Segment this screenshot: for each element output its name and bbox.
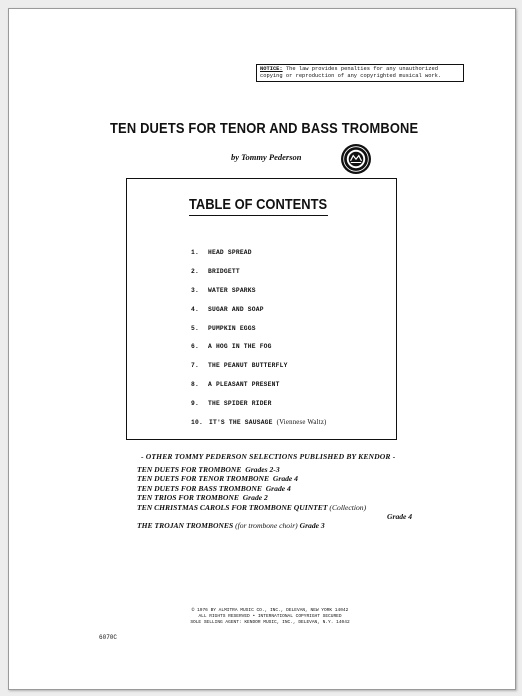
other-selection-title: TEN CHRISTMAS CAROLS FOR TROMBONE QUINTET	[137, 502, 328, 512]
other-selection-item	[137, 484, 412, 493]
notice-line-1	[260, 66, 460, 73]
other-selection-title: TEN DUETS FOR TENOR TROMBONE	[137, 474, 270, 484]
toc-item-title: THE SPIDER RIDER	[207, 400, 272, 408]
toc-item-number: 10.	[191, 419, 203, 427]
copyright-line-1: © 1976 BY ALMITRA MUSIC CO., INC., DELEVAN, NEW YORK 14042	[191, 608, 349, 613]
toc-item	[191, 325, 327, 344]
toc-item	[191, 381, 327, 400]
toc-item-note: (Viennese Waltz)	[276, 419, 327, 427]
other-selection-description: (Collection)	[329, 502, 367, 512]
publisher-logo-icon	[340, 143, 372, 175]
other-selection-grade: Grade 4	[272, 474, 298, 484]
other-selection-grade: Grades 2-3	[245, 465, 280, 474]
toc-item-number: 7.	[191, 362, 199, 370]
copyright-notice-box	[256, 64, 464, 82]
toc-item-number: 4.	[191, 305, 199, 313]
other-selection-grade: Grade 4	[387, 512, 413, 522]
catalog-number: 6070C	[99, 634, 118, 641]
other-selection-description: (for trombone choir)	[235, 521, 298, 531]
toc-item	[191, 419, 327, 438]
toc-item-title: BRIDGETT	[207, 267, 240, 275]
copyright-line-3: SOLE SELLING AGENT: KENDOR MUSIC, INC., DELEVAN, N.Y. 14042	[190, 620, 350, 625]
toc-item-title: WATER SPARKS	[207, 286, 256, 294]
notice-label: NOTICE:	[260, 66, 283, 72]
notice-line-2: copying or reproduction of any copyrighted musical work.	[260, 73, 442, 79]
toc-item-number: 2.	[191, 267, 199, 275]
toc-heading: TABLE OF CONTENTS	[189, 196, 328, 213]
toc-heading-underline	[189, 215, 328, 216]
toc-list	[191, 249, 327, 438]
other-selection-title: THE TROJAN TROMBONES	[137, 521, 234, 531]
toc-item-title: IT'S THE SAUSAGE	[208, 419, 273, 427]
toc-item-number: 9.	[191, 400, 199, 408]
toc-item-title: PUMPKIN EGGS	[207, 324, 256, 332]
other-selections-list	[137, 465, 412, 531]
copyright-footer	[160, 608, 380, 626]
toc-item	[191, 343, 327, 362]
other-selection-item	[137, 493, 412, 502]
toc-item-number: 5.	[191, 324, 199, 332]
other-selection-item	[137, 474, 412, 483]
other-selections-heading: - OTHER TOMMY PEDERSON SELECTIONS PUBLISHED BY KENDOR -	[141, 452, 396, 461]
toc-item	[191, 306, 327, 325]
toc-item	[191, 287, 327, 306]
toc-item-title: HEAD SPREAD	[207, 249, 252, 256]
toc-item-number: 6.	[191, 343, 199, 351]
other-selection-title: TEN TRIOS FOR TROMBONE	[137, 493, 239, 503]
toc-item-title: SUGAR AND SOAP	[207, 305, 264, 313]
notice-line-1-text: The law provides penalties for any unauthorized	[282, 66, 438, 72]
toc-item	[191, 249, 327, 268]
toc-item-title: THE PEANUT BUTTERFLY	[207, 362, 288, 370]
other-selection-item	[137, 521, 412, 530]
other-selection-item	[137, 503, 412, 522]
composer-byline: by Tommy Pederson	[231, 152, 302, 162]
toc-item	[191, 400, 327, 419]
other-selection-title: TEN DUETS FOR BASS TROMBONE	[137, 483, 262, 493]
other-selection-item	[137, 465, 412, 474]
copyright-line-2: ALL RIGHTS RESERVED • INTERNATIONAL COPYRIGHT SECURED	[198, 614, 342, 619]
toc-item	[191, 268, 327, 287]
other-selection-title: TEN DUETS FOR TROMBONE	[137, 465, 242, 474]
other-selection-grade: Grade 3	[299, 521, 325, 531]
toc-item-number: 1.	[191, 249, 199, 256]
page-title: TEN DUETS FOR TENOR AND BASS TROMBONE	[110, 120, 419, 137]
toc-item-number: 3.	[191, 286, 199, 294]
other-selection-grade: Grade 4	[265, 483, 291, 493]
toc-item-number: 8.	[191, 381, 199, 389]
other-selection-grade: Grade 2	[242, 493, 268, 503]
toc-item-title: A HOG IN THE FOG	[207, 343, 272, 351]
toc-item-title: A PLEASANT PRESENT	[207, 381, 280, 389]
toc-item	[191, 362, 327, 381]
